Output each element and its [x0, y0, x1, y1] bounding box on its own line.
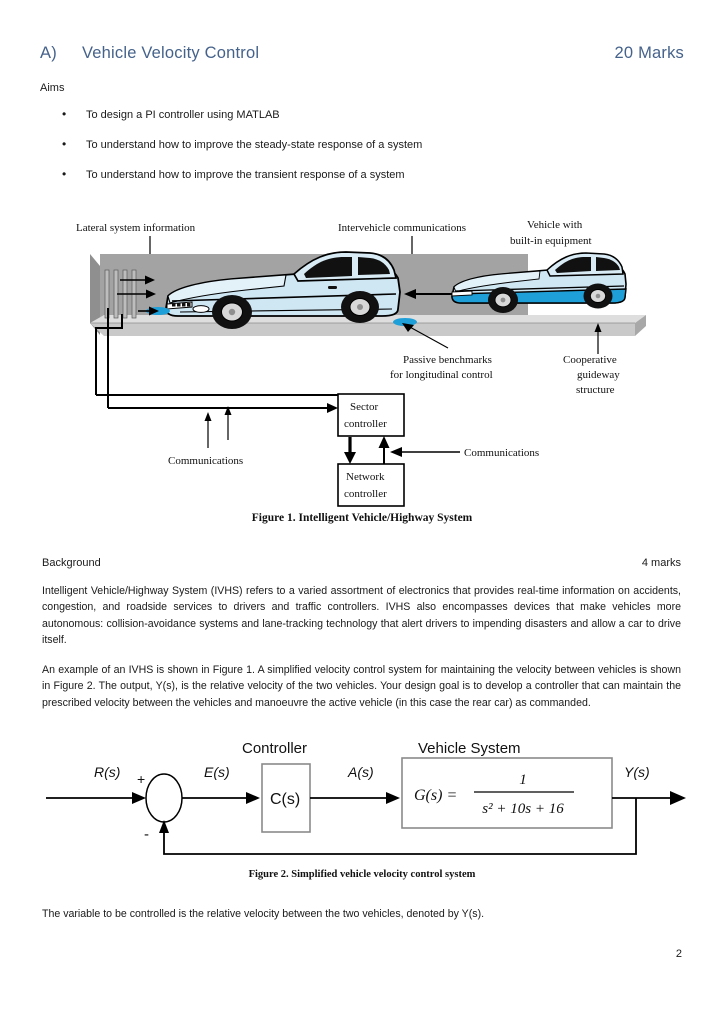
heading-letter: A): [40, 44, 57, 62]
label-communications-right: Communications: [464, 447, 540, 459]
controller-section-title: Controller: [242, 740, 308, 757]
bullet-icon: •: [62, 167, 67, 181]
network-controller-label-line2: controller: [344, 488, 387, 500]
list-item-label: To design a PI controller using MATLAB: [86, 109, 280, 121]
signal-label-actuation: A(s): [348, 764, 374, 780]
network-controller-label-line1: Network: [346, 471, 385, 483]
page-number: 2: [675, 948, 682, 960]
background-paragraph-1: Intelligent Vehicle/Highway System (IVHS) refers to a varied assortment of electronics that provides real-time information on accidents, congestion, and roadside services to drivers and traffic controllers. IVHS also encompasses devices that make vehicles more autonomous: collision-avoidance systems and lane-tracking technology that alert drivers to impending disasters and allow a car to drive itself.: [42, 585, 681, 646]
label-vehicle-with-builtin-line1: Vehicle with: [527, 219, 583, 231]
summing-junction-minus: -: [144, 826, 149, 843]
bullet-icon: •: [62, 137, 67, 151]
label-passive-benchmarks-line1: Passive benchmarks: [403, 354, 492, 366]
figure-2-block-diagram: [36, 736, 696, 866]
aims-label: Aims: [40, 82, 65, 94]
figure-2-caption: Figure 2. Simplified vehicle velocity control system: [248, 869, 476, 880]
sector-controller-label-line2: controller: [344, 418, 387, 430]
label-lateral-system-information: Lateral system information: [76, 222, 196, 234]
label-cooperative-line3: structure: [576, 384, 615, 396]
label-vehicle-with-builtin-line2: built-in equipment: [510, 235, 592, 247]
list-item-label: To understand how to improve the transient response of a system: [86, 169, 405, 181]
list-item-label: To understand how to improve the steady-state response of a system: [86, 139, 423, 151]
plant-block-denominator: s² + 10s + 16: [482, 801, 564, 817]
figure-1-caption: Figure 1. Intelligent Vehicle/Highway System: [251, 512, 473, 524]
list-item: [58, 138, 658, 152]
figure-1-illustration: [60, 208, 664, 508]
aims-list: [58, 108, 658, 198]
background-paragraph-3: The variable to be controlled is the relative velocity between the two vehicles, denoted by Y(s).: [42, 908, 485, 920]
summing-junction-plus: +: [137, 771, 146, 787]
list-item: [58, 108, 658, 122]
plant-block-numerator: 1: [519, 772, 527, 788]
plant-block-lhs: G(s) =: [414, 787, 458, 804]
background-label: Background: [42, 557, 101, 569]
road-surface-front: [90, 323, 635, 336]
summing-junction: [146, 774, 182, 822]
label-cooperative-line2: guideway: [577, 369, 620, 381]
label-cooperative-line1: Cooperative: [563, 354, 617, 366]
background-section-header: [42, 557, 681, 569]
signal-label-output: Y(s): [624, 764, 650, 780]
heading-marks: 20 Marks: [614, 44, 684, 62]
page-heading: [40, 44, 684, 63]
vehicle-system-section-title: Vehicle System: [418, 740, 521, 757]
signal-label-input: R(s): [94, 764, 121, 780]
signal-label-error: E(s): [204, 764, 230, 780]
list-item: [58, 168, 658, 182]
background-marks: 4 marks: [641, 557, 681, 569]
sector-controller-label-line1: Sector: [350, 401, 379, 413]
label-passive-benchmarks-line2: for longitudinal control: [390, 369, 493, 381]
page-title: Vehicle Velocity Control: [82, 44, 260, 62]
label-communications-left: Communications: [168, 455, 244, 467]
bullet-icon: •: [62, 107, 67, 121]
background-paragraph-2: An example of an IVHS is shown in Figure 1. A simplified velocity control system for maintaining the velocity between vehicles is shown in Figure 2. The output, Y(s), is the relative velocity of the two vehicles. Your design goal is to develop a controller that can maintain the prescribed velocity between the vehicles and manoeuvre the active vehicle (in this case the rear car) as commanded.: [42, 664, 681, 709]
controller-block-label: C(s): [270, 791, 301, 808]
label-intervehicle-communications: Intervehicle communications: [338, 222, 466, 234]
